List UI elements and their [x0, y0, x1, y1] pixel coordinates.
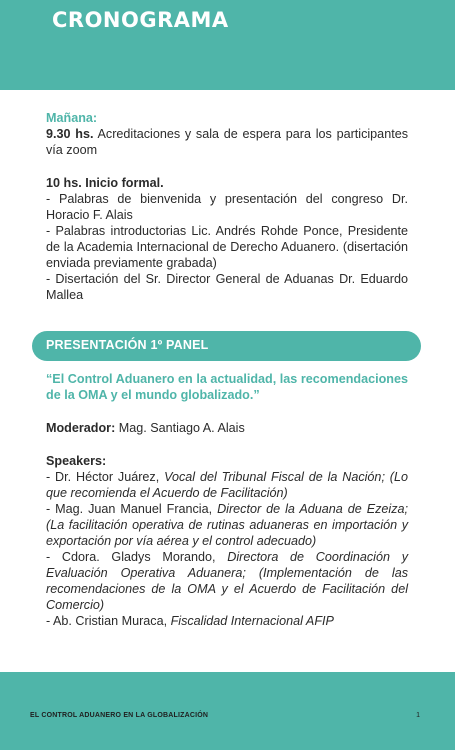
morning-line: - Palabras introductorias Lic. Andrés Rohde Ponce, Presidente de la Academia Internacional de Derecho Aduanero. (disertación enviada previamente grabada): [46, 224, 408, 270]
header-band: [0, 0, 455, 90]
panel-label: PRESENTACIÓN 1º PANEL: [46, 338, 209, 352]
speaker-item: [46, 613, 408, 629]
morning-heading: Mañana:: [46, 111, 98, 125]
moderator-label: Moderador:: [46, 421, 116, 435]
speaker-item: [46, 549, 408, 613]
morning-line: - Palabras de bienvenida y presentación del congreso Dr. Horacio F. Alais: [46, 192, 408, 222]
accreditation-item: [46, 126, 408, 158]
speaker-role: Directora de Coordinación y Evaluación Operativa Aduanera; (Implementación de las recomendaciones de la OMA y el Acuerdo de Facilitación del Comercio): [46, 550, 408, 612]
accreditation-time: 9.30 hs.: [46, 127, 94, 141]
panel-section: [46, 371, 408, 629]
speaker-name: - Mag. Juan Manuel Francia,: [46, 502, 218, 516]
footer-title: EL CONTROL ADUANERO EN LA GLOBALIZACIÓN: [30, 712, 209, 719]
morning-line: - Disertación del Sr. Director General de Aduanas Dr. Eduardo Mallea: [46, 272, 408, 302]
speaker-role: Fiscalidad Internacional AFIP: [170, 614, 334, 628]
moderator-line: [46, 420, 408, 436]
speaker-item: [46, 501, 408, 549]
speakers-label: Speakers:: [46, 454, 107, 468]
moderator-name: Mag. Santiago A. Alais: [115, 421, 245, 435]
panel-quote: “El Control Aduanero en la actualidad, las recomendaciones de la OMA y el mundo globalizado.”: [46, 372, 408, 402]
footer-band: [0, 672, 455, 750]
speaker-name: - Dr. Héctor Juárez,: [46, 470, 165, 484]
page-title: CRONOGRAMA: [52, 8, 229, 32]
page-number: 1: [416, 712, 420, 719]
speaker-role: Director de la Aduana de Ezeiza;(La facilitación operativa de rutinas aduaneras en importación y exportación por vía aérea y el control adecuado): [46, 502, 408, 548]
speaker-item: [46, 469, 408, 501]
panel-banner: [32, 331, 421, 361]
accreditation-text: Acreditaciones y sala de espera para los participantes vía zoom: [46, 127, 408, 157]
speaker-name: - Ab. Cristian Muraca,: [46, 614, 171, 628]
start-heading: 10 hs. Inicio formal.: [46, 176, 164, 190]
speaker-role: Vocal del Tribunal Fiscal de la Nación; (Lo que recomienda el Acuerdo de Facilitación): [46, 470, 408, 500]
speaker-name: - Cdora. Gladys Morando,: [46, 550, 228, 564]
morning-section: [46, 110, 408, 303]
